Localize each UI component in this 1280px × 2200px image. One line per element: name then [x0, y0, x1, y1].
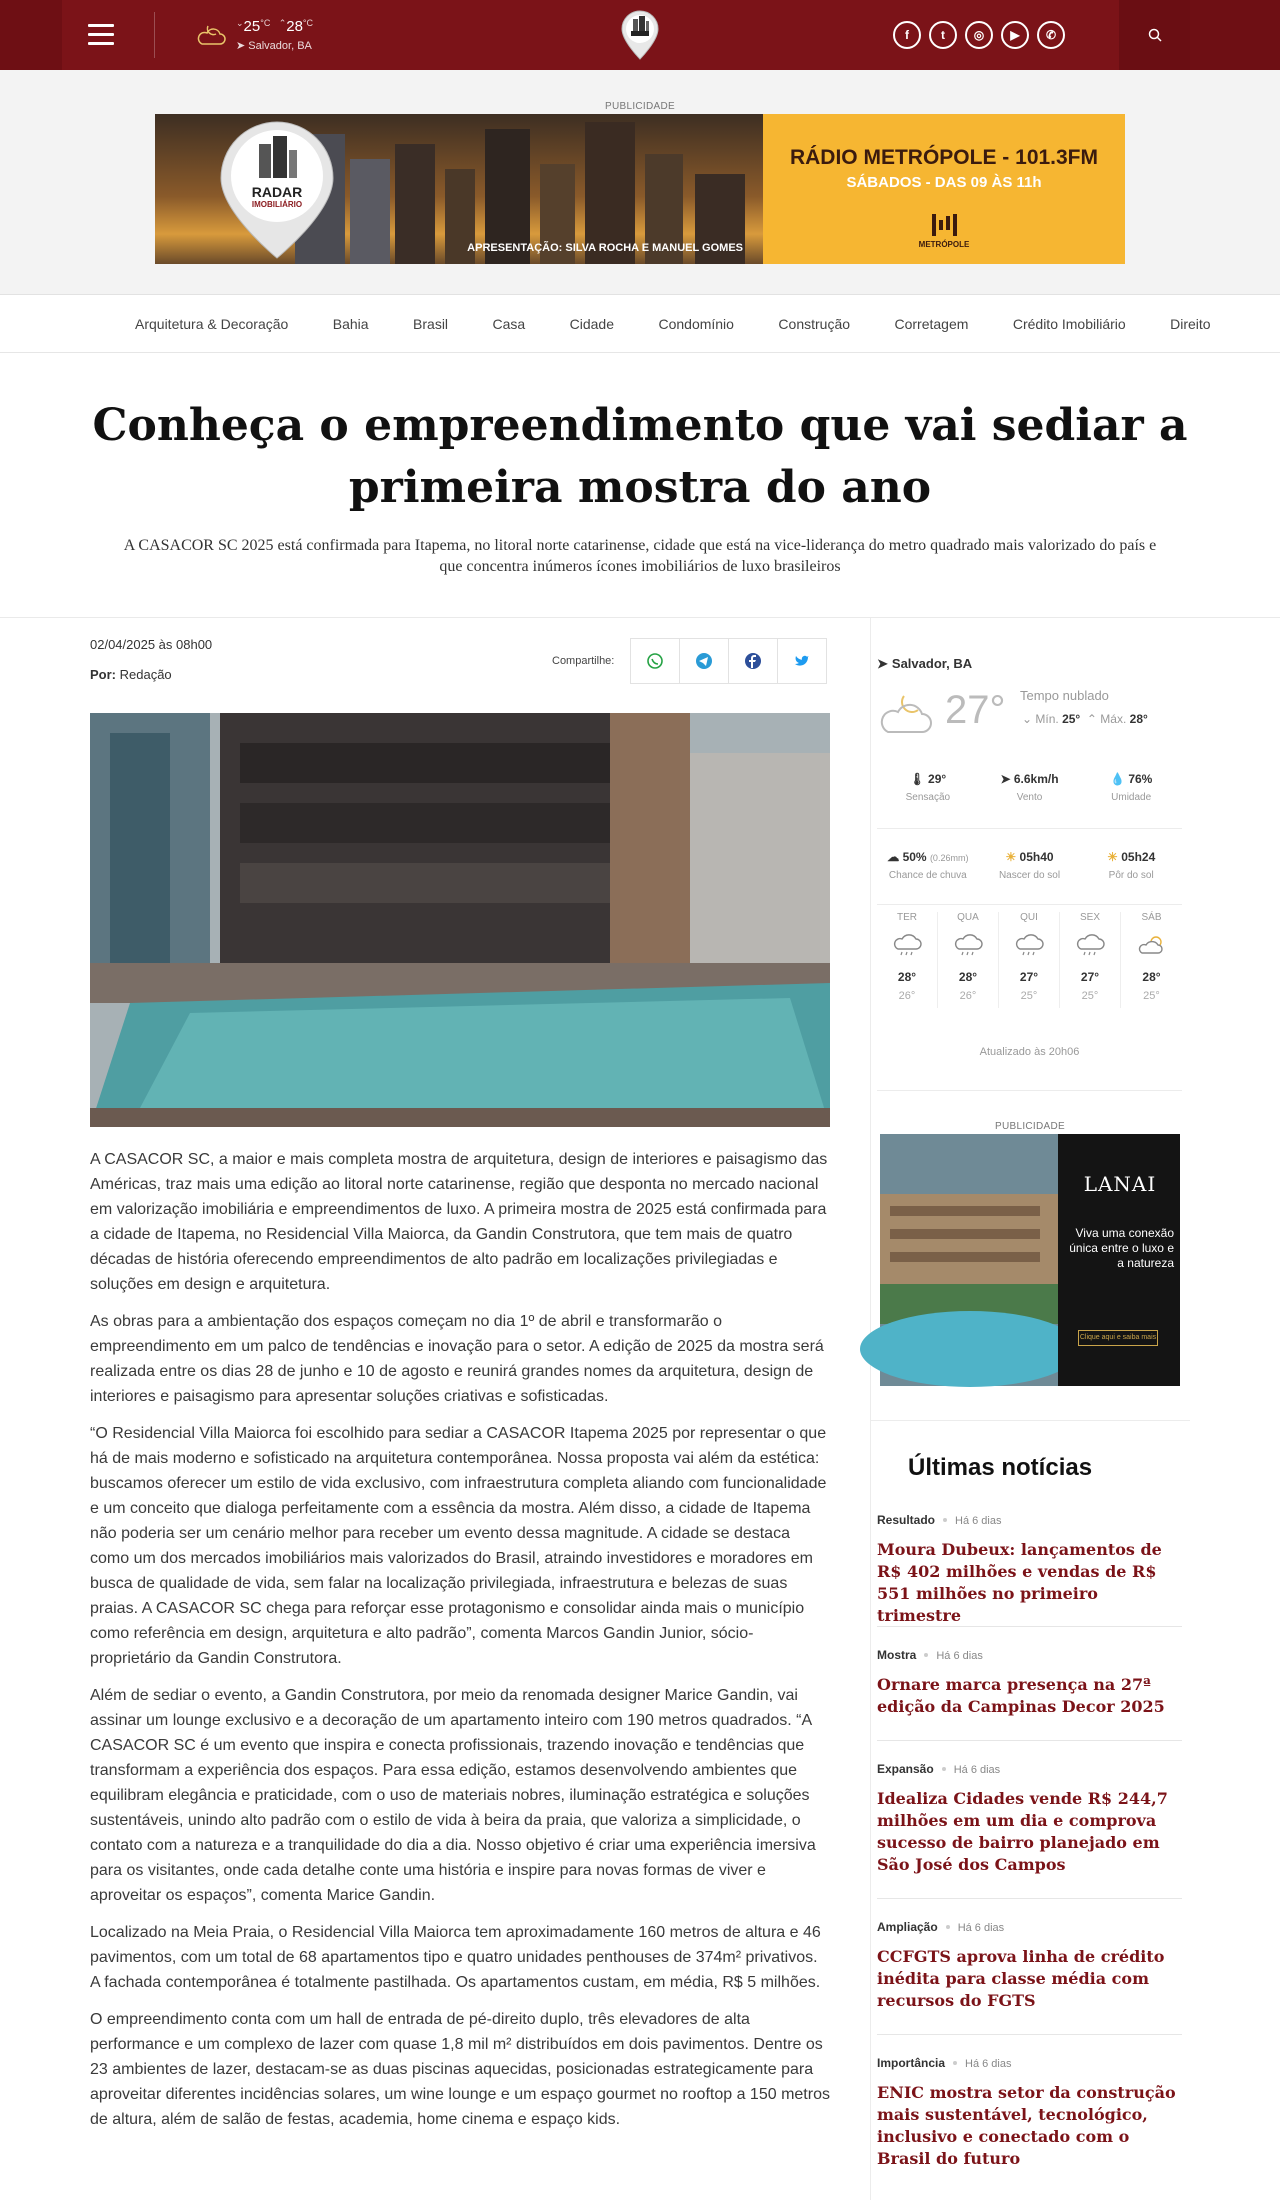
- category-item[interactable]: Arquitetura & Decoração: [135, 316, 289, 332]
- forecast-day-label: SÁB: [1141, 912, 1162, 923]
- share-twitter-button[interactable]: [777, 638, 827, 684]
- weather-condition: Tempo nublado: [1020, 688, 1109, 703]
- article-subtitle: A CASACOR SC 2025 está confirmada para Itapema, no litoral norte catarinense, cidade que está na vice-liderança do metro quadrado mais valorizado do país e que concentra inúmeros ícones imobiliários de luxo brasileiros: [123, 537, 1157, 575]
- article-paragraph: A CASACOR SC, a maior e mais completa mostra de arquitetura, design de interiores e paisagismo das Américas, traz mais uma edição ao litoral norte catarinense, região que desponta no mercado nacional em valorização imobiliária e empreendimentos de luxo. A primeira mostra de 2025 está confirmada para a cidade de Itapema, no Residencial Villa Maiorca, da Gandin Construtora, que tem mais de quatro décadas de história oferecendo empreendimentos de alto padrão em localizações privilegiadas e soluções em design e arquitetura.: [90, 1151, 828, 1293]
- rain-value: 50%: [902, 850, 927, 864]
- sidebar-ad[interactable]: [880, 1134, 1180, 1386]
- search-button[interactable]: [1119, 0, 1190, 70]
- forecast-day: [877, 912, 938, 1008]
- instagram-icon[interactable]: ◎: [965, 21, 993, 49]
- ad-city-image: [155, 114, 763, 264]
- wind-label: Vento: [1016, 792, 1043, 803]
- article-hero-image: [90, 713, 830, 1127]
- weather-min-max: ⌄ Mín. 25° ⌃ Máx. 28°: [1022, 712, 1148, 726]
- category-item[interactable]: Brasil: [413, 316, 449, 332]
- news-meta: [877, 1762, 1182, 1776]
- category-item[interactable]: Crédito Imobiliário: [1012, 316, 1126, 332]
- forecast-day: [938, 912, 999, 1008]
- droplet-icon: 💧: [1110, 772, 1125, 786]
- forecast-day-label: QUI: [1020, 912, 1038, 923]
- radar-sub: IMOBILIÁRIO: [251, 200, 303, 209]
- forecast-max: 28°: [897, 970, 917, 984]
- category-list: [135, 295, 1211, 353]
- whatsapp-icon: [646, 652, 664, 670]
- news-tag: Ampliação: [877, 1920, 938, 1934]
- dot-separator: [943, 1518, 947, 1522]
- header-temp-min: 25: [243, 18, 261, 35]
- feels-value: 29°: [928, 772, 947, 786]
- article-paragraph: As obras para a ambientação dos espaços começam no dia 1º de abril e transformarão o empreendimento em um palco de tendências e inovação para o setor. A edição de 2025 da mostra será realizada entre os dias 28 de junho e 10 de agosto e reunirá grandes nomes da arquitetura, design de interiores e paisagismo para apresentar soluções criativas e sofisticadas.: [90, 1313, 824, 1405]
- news-time: Há 6 dias: [957, 1922, 1005, 1934]
- author-label: Por:: [90, 667, 116, 682]
- twitter-icon: [793, 652, 811, 670]
- radio-ad: [763, 114, 1125, 264]
- radio-logo-text: METRÓPOLE: [918, 240, 970, 249]
- max-label: Máx.: [1100, 712, 1127, 726]
- weather-updated: Atualizado às 20h06: [979, 1046, 1080, 1058]
- category-item[interactable]: Casa: [492, 316, 526, 332]
- share-buttons: [630, 638, 826, 684]
- divider: [0, 617, 1280, 618]
- hamburger-menu-icon[interactable]: [88, 24, 114, 46]
- rain-cloud-icon: [892, 933, 922, 959]
- forecast-min: 26°: [898, 990, 916, 1002]
- divider: [154, 12, 155, 58]
- category-item[interactable]: Direito: [1170, 316, 1211, 332]
- weather-humidity: [1080, 772, 1182, 803]
- article-paragraph: “O Residencial Villa Maiorca foi escolhido para sediar a CASACOR Itapema 2025 por representar o que há de mais moderno e sofisticado na arquitetura contemporânea. Nossa proposta vai além da estética: buscamos oferecer um estilo de vida exclusivo, com infraestrutura completa aliando com funcionalidade e um conceito que dialoga perfeitamente com a essência da mostra. Além disso, a cidade de Itapema não poderia ser um cenário melhor para receber um evento dessa magnitude. A cidade se destaca como um dos mercados imobiliários mais valorizados do Brasil, atraindo investidores e moradores em busca de qualidade de vida, sem falar na localização privilegiada, infraestrutura e belezas de suas praias. A CASACOR SC chega para reforçar esse protagonismo e consolidar ainda mais o município como referência em design, arquitetura e alto padrão”, comenta Marcos Gandin Junior, sócio-proprietário da Gandin Construtora.: [90, 1425, 827, 1667]
- article-paragraph: Além de sediar o evento, a Gandin Construtora, por meio da renomada designer Marice Gandin, vai assinar um lounge exclusivo e a decoração de um apartamento inteiro com 190 metros quadrados. “A CASACOR SC é um evento que inspira e conecta profissionais, trazendo inovação e tendências que transformam a experiência dos espaços. Para essa edição, estamos desenvolvendo ambientes que equilibram elegância e praticidade, com o uso de materiais nobres, iluminação estratégica e soluções sustentáveis, unindo alto padrão com o estilo de vida à beira da praia, que valoriza a simplicidade, o contato com a natureza e a tranquilidade do dia a dia. Nosso objetivo é criar uma experiência imersiva para os visitantes, onde cada detalhe conte uma história e inspire para novas formas de viver e aproveitar os espaços”, comenta Marice Gandin.: [90, 1687, 816, 1904]
- humidity-value: 76%: [1128, 772, 1153, 786]
- news-title[interactable]: ENIC mostra setor da construção mais sustentável, tecnológico, inclusivo e conectado com o Brasil do futuro: [877, 2083, 1176, 2168]
- whatsapp-icon[interactable]: ✆: [1037, 21, 1065, 49]
- dot-separator: [924, 1653, 928, 1657]
- rain-cloud-icon: [1075, 933, 1105, 959]
- max-value: 28°: [1129, 712, 1148, 726]
- wind-icon: ➤: [1000, 772, 1011, 786]
- ad-area: [0, 70, 1280, 295]
- sunrise-icon: ☀: [1005, 850, 1017, 864]
- forecast-min: 26°: [959, 990, 977, 1002]
- divider: [877, 1090, 1182, 1091]
- news-time: Há 6 dias: [965, 2058, 1012, 2070]
- dot-separator: [942, 1767, 946, 1771]
- rain-label: Chance de chuva: [888, 870, 967, 881]
- news-time: Há 6 dias: [936, 1650, 983, 1662]
- article-paragraph: Localizado na Meia Praia, o Residencial Villa Maiorca tem aproximadamente 160 metros de altura e 46 pavimentos, com um total de 68 apartamentos tipo e quatro unidades penthouses de 374m² privativos. A fachada contemporânea é totalmente pastilhada. Os apartamentos custam, em média, R$ 5 milhões.: [90, 1924, 821, 1991]
- sunrise-value: 05h40: [1019, 850, 1054, 864]
- facebook-icon[interactable]: f: [893, 21, 921, 49]
- weather-wind: [979, 772, 1081, 803]
- divider: [877, 1740, 1182, 1741]
- min-label: Mín.: [1035, 712, 1059, 726]
- ad-tagline: Viva uma conexão única entre o luxo e a natureza: [1069, 1226, 1174, 1270]
- sidebar-divider: [870, 618, 871, 2200]
- weather-sunset: [1080, 850, 1182, 881]
- rain-cloud-icon: [953, 933, 983, 959]
- news-title[interactable]: Moura Dubeux: lançamentos de R$ 402 milhões e vendas de R$ 551 milhões no primeiro trimestre: [877, 1540, 1162, 1625]
- news-time: Há 6 dias: [955, 1515, 1002, 1527]
- news-item[interactable]: [877, 1920, 1182, 2012]
- rain-cloud-icon: ☁: [887, 850, 900, 864]
- news-meta: [877, 1920, 1182, 1934]
- forecast-day: [1121, 912, 1182, 1008]
- weather-stats-row-1: [877, 772, 1182, 803]
- forecast-day-label: TER: [897, 912, 917, 923]
- weather-temperature: 27°: [945, 688, 1006, 732]
- news-meta: [877, 1513, 1182, 1527]
- news-item[interactable]: [877, 2056, 1182, 2170]
- top-ad-banner[interactable]: [155, 114, 1125, 264]
- news-meta: [877, 2056, 1182, 2070]
- divider: [870, 1420, 1190, 1421]
- header-location: ➤ Salvador, BA: [236, 40, 312, 52]
- telegram-icon: [695, 652, 713, 670]
- sun-cloud-icon: [1137, 933, 1167, 959]
- forecast-max: 27°: [1019, 970, 1039, 984]
- weather-feels: [877, 772, 979, 803]
- twitter-icon[interactable]: t: [929, 21, 957, 49]
- facebook-icon: [744, 652, 762, 670]
- news-tag: Mostra: [877, 1648, 917, 1662]
- weather-forecast: [877, 912, 1182, 1008]
- radio-title: RÁDIO METRÓPOLE - 101.3FM: [789, 146, 1099, 169]
- share-label: Compartilhe:: [552, 655, 615, 667]
- ad-label: PUBLICIDADE: [605, 101, 675, 112]
- header-temps: $^⌄25^{^\circ C}$ $^⌃28^{^\circ C}$: [236, 18, 314, 35]
- thermometer-icon: 🌡: [909, 772, 925, 786]
- forecast-day: [1060, 912, 1121, 1008]
- divider: [877, 904, 1182, 905]
- forecast-max: 28°: [958, 970, 978, 984]
- forecast-day-label: QUA: [957, 912, 979, 923]
- cloud-moon-icon: [194, 20, 228, 48]
- sunset-value: 05h24: [1121, 850, 1156, 864]
- news-meta: [877, 1648, 1182, 1662]
- ad-credit: APRESENTAÇÃO: SILVA ROCHA E MANUEL GOMES: [467, 242, 743, 254]
- share-telegram-button[interactable]: [679, 638, 729, 684]
- radar-brand: RADAR: [251, 184, 303, 200]
- wind-value: 6.6km/h: [1013, 772, 1059, 786]
- forecast-max: 27°: [1080, 970, 1100, 984]
- forecast-min: 25°: [1020, 990, 1038, 1002]
- news-tag: Importância: [877, 2056, 946, 2070]
- category-item[interactable]: Condomínio: [658, 316, 734, 332]
- min-value: 25°: [1062, 712, 1081, 726]
- forecast-day: [999, 912, 1060, 1008]
- news-item[interactable]: [877, 1648, 1182, 1718]
- news-title[interactable]: CCFGTS aprova linha de crédito inédita para classe média com recursos do FGTS: [877, 1947, 1165, 2010]
- weather-stats-row-2: [877, 850, 1182, 881]
- sunset-label: Pôr do sol: [1108, 870, 1154, 881]
- header-temp-max: 28: [286, 18, 303, 35]
- ad-brand: LANAI: [1083, 1172, 1157, 1196]
- social-links: [893, 21, 1065, 49]
- top-bar: [0, 0, 1280, 70]
- rain-mm: (0.26mm): [929, 853, 969, 863]
- news-tag: Expansão: [877, 1762, 934, 1776]
- rain-cloud-icon: [1014, 933, 1044, 959]
- news-time: Há 6 dias: [953, 1764, 1001, 1776]
- news-tag: Resultado: [877, 1513, 936, 1527]
- forecast-min: 25°: [1143, 990, 1160, 1002]
- article-title: Conheça o empreendimento que vai sediar a primeira mostra do ano: [92, 400, 1188, 513]
- ad-cta-button[interactable]: Clique aqui e saiba mais: [1078, 1330, 1158, 1346]
- news-title[interactable]: Idealiza Cidades vende R$ 244,7 milhões em um dia e comprova sucesso de bairro planejado em São José dos Campos: [877, 1789, 1168, 1874]
- feels-label: Sensação: [905, 792, 951, 803]
- weather-rain: [877, 850, 979, 881]
- article-author: [90, 667, 172, 682]
- header-weather[interactable]: [194, 18, 344, 54]
- news-title[interactable]: Ornare marca presença na 27ª edição da Campinas Decor 2025: [877, 1675, 1165, 1716]
- divider: [877, 828, 1182, 829]
- header-location-text: Salvador, BA: [248, 40, 312, 52]
- weather-location: ➤ Salvador, BA: [877, 656, 973, 671]
- radio-schedule: SÁBADOS - DAS 09 ÀS 11h: [846, 174, 1042, 191]
- forecast-max: 28°: [1142, 970, 1161, 984]
- dot-separator: [946, 1925, 950, 1929]
- ad-label: PUBLICIDADE: [995, 1121, 1065, 1132]
- category-item[interactable]: Bahia: [332, 316, 369, 332]
- forecast-day-label: SEX: [1079, 912, 1100, 923]
- category-nav: [0, 295, 1280, 353]
- latest-news-title: Últimas notícias: [908, 1454, 1093, 1481]
- sunrise-label: Nascer do sol: [998, 870, 1061, 881]
- category-item[interactable]: Construção: [778, 316, 851, 332]
- divider: [877, 2034, 1182, 2035]
- share-whatsapp-button[interactable]: [630, 638, 680, 684]
- category-item[interactable]: Corretagem: [894, 316, 969, 332]
- author-name: Redação: [119, 667, 172, 682]
- news-item[interactable]: [877, 1513, 1182, 1627]
- divider: [877, 1898, 1182, 1899]
- category-item[interactable]: Cidade: [569, 316, 615, 332]
- article-body: [90, 1147, 830, 2144]
- article-paragraph: O empreendimento conta com um hall de entrada de pé-direito duplo, três elevadores de alta performance e um complexo de lazer com quase 1,8 mil m² distribuídos em dois pavimentos. Dentre os 23 ambientes de lazer, destacam-se as duas piscinas aquecidas, posicionadas estrategicamente para aproveitar diferentes incidências solares, um wine lounge e um espaço gourmet no rooftop a 150 metros de altura, além de salão de festas, academia, home cinema e espaço kids.: [90, 2011, 830, 2128]
- humidity-label: Umidade: [1111, 792, 1152, 803]
- news-item[interactable]: [877, 1762, 1182, 1876]
- dot-separator: [953, 2061, 957, 2065]
- forecast-min: 25°: [1081, 990, 1099, 1002]
- resort-image: [880, 1134, 1058, 1386]
- cloud-moon-icon: [878, 688, 936, 740]
- site-logo[interactable]: [620, 9, 660, 61]
- youtube-icon[interactable]: ▶: [1001, 21, 1029, 49]
- share-facebook-button[interactable]: [728, 638, 778, 684]
- search-icon: [1148, 28, 1162, 42]
- weather-location-text: Salvador, BA: [891, 656, 973, 671]
- sunset-icon: ☀: [1107, 850, 1118, 864]
- divider: [877, 1626, 1182, 1627]
- weather-sunrise: [979, 850, 1081, 881]
- article-date: 02/04/2025 às 08h00: [90, 637, 213, 652]
